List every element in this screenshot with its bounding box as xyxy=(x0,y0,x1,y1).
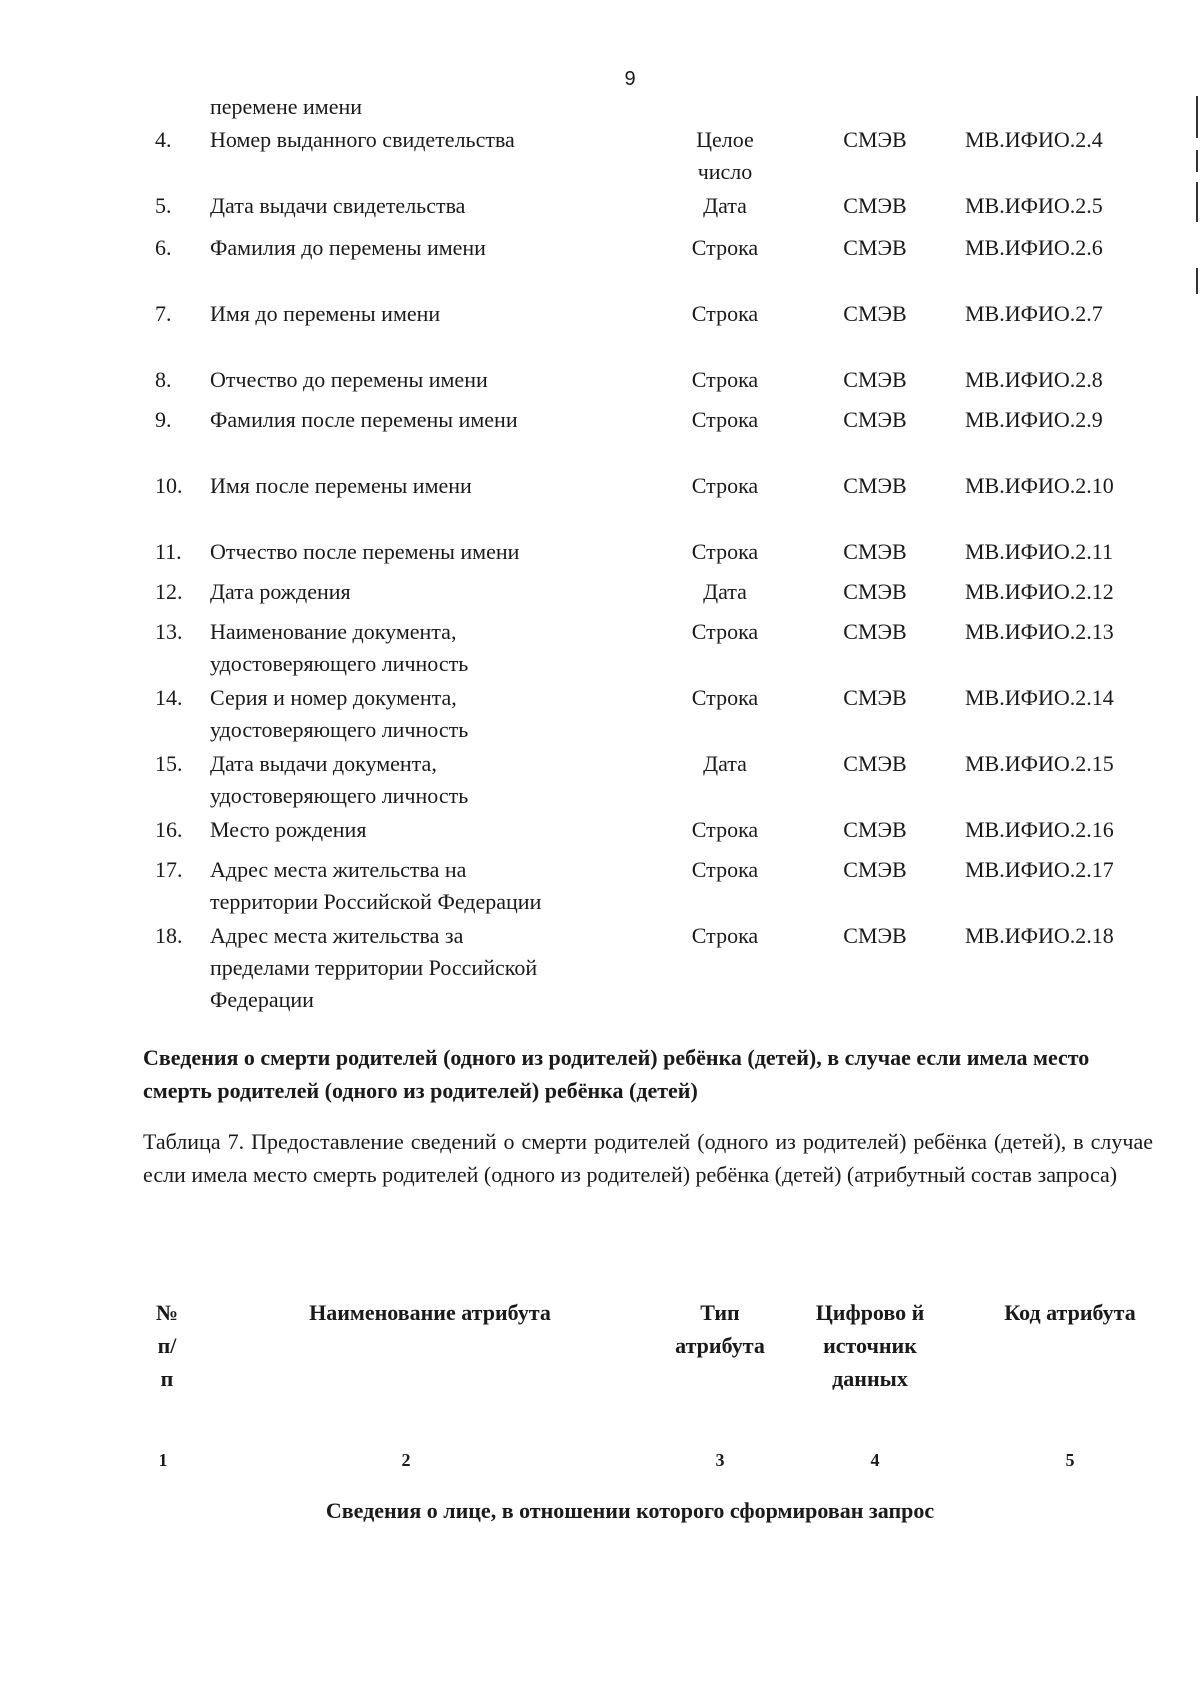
data-source: СМЭВ xyxy=(843,619,907,644)
attribute-name-line: Отчество после перемены имени xyxy=(210,539,520,564)
data-source: СМЭВ xyxy=(843,857,907,882)
data-source: СМЭВ xyxy=(843,193,907,218)
attribute-name-line: Адрес места жительства за xyxy=(210,923,464,948)
row-number: 11. xyxy=(155,539,182,564)
attribute-name xyxy=(210,920,640,1016)
column-number: 4 xyxy=(870,1450,880,1470)
column-number: 1 xyxy=(158,1450,168,1470)
attribute-type xyxy=(660,854,790,886)
header-num: № п/ п xyxy=(155,1300,179,1391)
data-source: СМЭВ xyxy=(843,923,907,948)
attribute-type xyxy=(660,298,790,330)
row-number: 15. xyxy=(155,751,183,776)
page-number: 9 xyxy=(624,68,636,90)
attribute-code: МВ.ИФИО.2.5 xyxy=(965,193,1103,218)
attribute-code: МВ.ИФИО.2.14 xyxy=(965,685,1114,710)
row-number: 7. xyxy=(155,301,172,326)
scan-margin-mark xyxy=(1196,268,1198,294)
attribute-name xyxy=(210,124,640,156)
attribute-name xyxy=(210,536,640,568)
subsection-title: Сведения о лице, в отношении которого сформирован запрос xyxy=(325,1498,935,1523)
scan-margin-mark xyxy=(1196,96,1198,138)
attribute-name xyxy=(210,854,640,918)
attribute-name-line: Фамилия до перемены имени xyxy=(210,235,486,260)
row-number: 16. xyxy=(155,817,183,842)
attribute-name xyxy=(210,576,640,608)
data-source: СМЭВ xyxy=(843,407,907,432)
data-source: СМЭВ xyxy=(843,473,907,498)
attribute-name xyxy=(210,298,640,330)
attribute-code: МВ.ИФИО.2.9 xyxy=(965,407,1103,432)
attribute-name xyxy=(210,616,640,680)
attribute-type-line: Дата xyxy=(703,193,747,218)
attribute-name xyxy=(210,190,640,222)
header-name: Наименование атрибута xyxy=(309,1300,551,1325)
attribute-type xyxy=(660,748,790,780)
header-type: Тип атрибута xyxy=(675,1300,765,1358)
attribute-type-line: Строка xyxy=(691,685,759,710)
attribute-name-line: Имя до перемены имени xyxy=(210,301,441,326)
attribute-code: МВ.ИФИО.2.7 xyxy=(965,301,1103,326)
attribute-type-line: Строка xyxy=(691,473,759,498)
row-number: 12. xyxy=(155,579,183,604)
row-number: 5. xyxy=(155,193,172,218)
attribute-name-line: пределами территории Российской xyxy=(210,955,538,980)
attribute-name-line: Дата выдачи документа, xyxy=(210,751,437,776)
attribute-name xyxy=(210,364,640,396)
attribute-name-line: Федерации xyxy=(210,987,314,1012)
data-source: СМЭВ xyxy=(843,751,907,776)
attribute-name-line: Имя после перемены имени xyxy=(210,473,472,498)
attribute-type-line: Строка xyxy=(691,817,759,842)
data-source: СМЭВ xyxy=(843,579,907,604)
attribute-code: МВ.ИФИО.2.16 xyxy=(965,817,1114,842)
attribute-name-line: удостоверяющего личность xyxy=(210,651,469,676)
attribute-name-line: Номер выданного свидетельства xyxy=(210,127,515,152)
attribute-code: МВ.ИФИО.2.13 xyxy=(965,619,1114,644)
attribute-type xyxy=(660,124,790,188)
attribute-name xyxy=(210,682,640,746)
attribute-type-line: Строка xyxy=(691,619,759,644)
row-number: 4. xyxy=(155,127,172,152)
attribute-type-line: Строка xyxy=(691,407,759,432)
attribute-type xyxy=(660,364,790,396)
attribute-code: МВ.ИФИО.2.12 xyxy=(965,579,1114,604)
header-source: Цифрово й источник данных xyxy=(815,1300,925,1391)
attribute-code: МВ.ИФИО.2.18 xyxy=(965,923,1114,948)
attribute-name xyxy=(210,748,640,812)
attribute-code: МВ.ИФИО.2.17 xyxy=(965,857,1114,882)
attribute-name xyxy=(210,404,640,436)
row-number: 17. xyxy=(155,857,183,882)
attribute-name-line: Дата рождения xyxy=(210,579,351,604)
attribute-name-line: территории Российской Федерации xyxy=(210,889,542,914)
data-source: СМЭВ xyxy=(843,301,907,326)
data-source: СМЭВ xyxy=(843,235,907,260)
column-number: 3 xyxy=(715,1450,725,1470)
attribute-name-line: Серия и номер документа, xyxy=(210,685,457,710)
attribute-name-line: Наименование документа, xyxy=(210,619,457,644)
column-number: 5 xyxy=(1065,1450,1075,1470)
attribute-type-line: Целое xyxy=(696,127,754,152)
header-code: Код атрибута xyxy=(1004,1300,1136,1325)
attribute-type xyxy=(660,404,790,436)
attribute-code: МВ.ИФИО.2.15 xyxy=(965,751,1114,776)
attribute-name-line: удостоверяющего личность xyxy=(210,783,469,808)
attribute-type xyxy=(660,232,790,264)
scan-margin-mark xyxy=(1196,182,1198,222)
continuation-text: перемене имени xyxy=(210,94,363,119)
attribute-code: МВ.ИФИО.2.10 xyxy=(965,473,1114,498)
attribute-type xyxy=(660,576,790,608)
data-source: СМЭВ xyxy=(843,127,907,152)
attribute-code: МВ.ИФИО.2.8 xyxy=(965,367,1103,392)
attribute-code: МВ.ИФИО.2.11 xyxy=(965,539,1113,564)
attribute-type-line: Строка xyxy=(691,367,759,392)
attribute-type-line: Строка xyxy=(691,857,759,882)
attribute-name xyxy=(210,470,640,502)
attribute-name xyxy=(210,232,640,264)
attribute-type xyxy=(660,470,790,502)
row-number: 18. xyxy=(155,923,183,948)
attribute-type-line: Строка xyxy=(691,923,759,948)
attribute-name-line: Адрес места жительства на xyxy=(210,857,467,882)
attribute-type-line: Строка xyxy=(691,235,759,260)
row-number: 13. xyxy=(155,619,183,644)
data-source: СМЭВ xyxy=(843,539,907,564)
table-caption: Таблица 7. Предоставление сведений о смерти родителей (одного из родителей) ребёнка (детей), в случае если имела место смерть родителей (одного из родителей) ребёнка (детей) (атрибутный состав запроса) xyxy=(143,1129,1153,1187)
attribute-name-line: Место рождения xyxy=(210,817,367,842)
attribute-type xyxy=(660,190,790,222)
attribute-name xyxy=(210,814,640,846)
attribute-type xyxy=(660,814,790,846)
attribute-type xyxy=(660,616,790,648)
row-number: 9. xyxy=(155,407,172,432)
data-source: СМЭВ xyxy=(843,685,907,710)
data-source: СМЭВ xyxy=(843,367,907,392)
row-number: 6. xyxy=(155,235,172,260)
scan-margin-mark xyxy=(1196,150,1198,172)
attribute-type-line: Строка xyxy=(691,539,759,564)
attribute-name-line: удостоверяющего личность xyxy=(210,717,469,742)
attribute-name-line: Отчество до перемены имени xyxy=(210,367,488,392)
attribute-type-line: Строка xyxy=(691,301,759,326)
attribute-type xyxy=(660,536,790,568)
attribute-type-line: Дата xyxy=(703,751,747,776)
column-number: 2 xyxy=(401,1450,411,1470)
section-title: Сведения о смерти родителей (одного из родителей) ребёнка (детей), в случае если имела место смерть родителей (одного из родителей) ребёнка (детей) xyxy=(143,1045,1090,1103)
data-source: СМЭВ xyxy=(843,817,907,842)
row-number: 8. xyxy=(155,367,172,392)
attribute-code: МВ.ИФИО.2.4 xyxy=(965,127,1103,152)
row-number: 14. xyxy=(155,685,183,710)
attribute-code: МВ.ИФИО.2.6 xyxy=(965,235,1103,260)
row-number: 10. xyxy=(155,473,183,498)
attribute-type-line: число xyxy=(697,159,753,184)
attribute-name-line: Дата выдачи свидетельства xyxy=(210,193,466,218)
attribute-type xyxy=(660,682,790,714)
attribute-type-line: Дата xyxy=(703,579,747,604)
attribute-type xyxy=(660,920,790,952)
attribute-name-line: Фамилия после перемены имени xyxy=(210,407,518,432)
